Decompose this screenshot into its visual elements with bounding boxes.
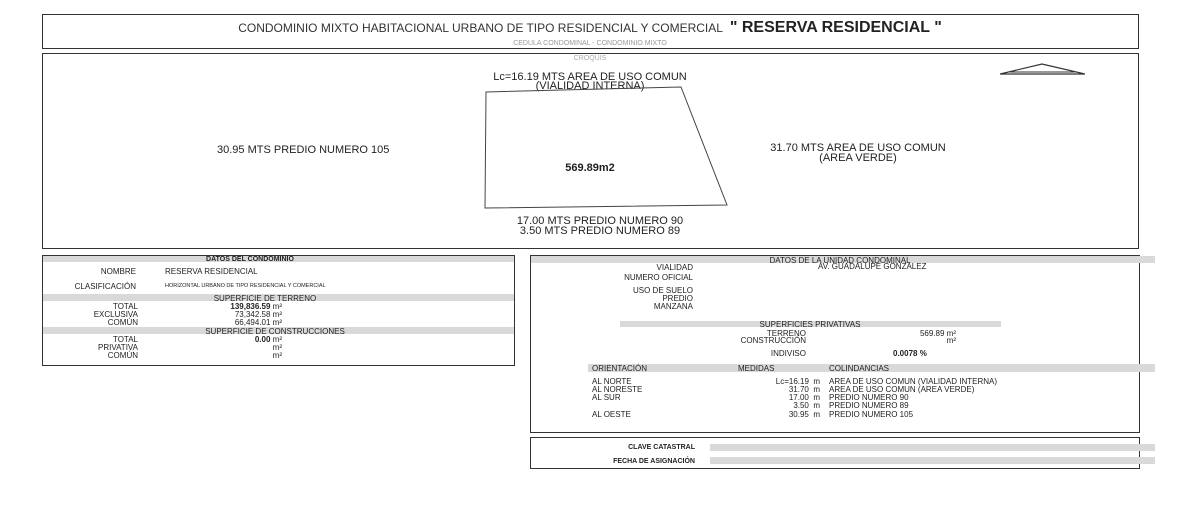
clave-field[interactable]: [710, 444, 1155, 451]
row-4-colindancia: PREDIO NUMERO 105: [829, 410, 914, 419]
terreno-value-number: 569.89: [919, 329, 945, 338]
clave-label: CLAVE CATASTRAL: [628, 444, 695, 451]
croquis-south-2: 3.50 MTS PREDIO NUMERO 89: [519, 225, 681, 237]
header-title: [140, 20, 1040, 36]
terreno-label: TERRENO: [766, 329, 806, 338]
croquis-west: 30.95 MTS PREDIO NUMERO 105: [217, 144, 390, 156]
c-comun-label: COMÚN: [107, 351, 138, 360]
unidad-heading: DATOS DE LA UNIDAD CONDOMINAL: [769, 256, 911, 265]
uso-label: USO DE SUELO: [632, 286, 693, 295]
c-privativa-unit: m²: [272, 343, 282, 352]
condominio-heading: DATOS DEL CONDOMINIO: [206, 256, 294, 263]
predio-label: PREDIO: [662, 294, 693, 303]
col-colindancias: COLINDANCIAS: [829, 364, 890, 373]
nombre-value: RESERVA RESIDENCIAL: [165, 267, 258, 276]
exclusiva-label: EXCLUSIVA: [93, 310, 138, 319]
terreno-heading: SUPERFICIE DE TERRENO: [213, 294, 317, 303]
comun-value-number: 66,494.01: [234, 318, 271, 327]
croquis-north-2: (VIALIDAD INTERNA): [535, 80, 645, 92]
construccion-unit: m²: [946, 336, 956, 345]
comun-unit: m²: [272, 318, 282, 327]
row-3-colindancia: PREDIO NUMERO 89: [829, 401, 909, 410]
comun-value: [150, 319, 282, 327]
vialidad-label: VIALIDAD: [656, 263, 693, 272]
croquis-east-2: (AREA VERDE): [819, 152, 897, 164]
c-privativa-label: PRIVATIVA: [97, 343, 138, 352]
row-1-colindancia: AREA DE USO COMUN (AREA VERDE): [829, 385, 975, 394]
croquis-north-1: Lc=16.19 MTS AREA DE USO COMUN: [493, 71, 687, 83]
row-0-colindancia: AREA DE USO COMUN (VIALIDAD INTERNA): [829, 377, 998, 386]
croquis-area: 569.89m2: [565, 162, 615, 174]
indiviso-label: INDIVISO: [770, 349, 806, 358]
row-1-medida: 31.70 m: [788, 385, 820, 394]
indiviso-unit: %: [919, 349, 927, 358]
c-total-label: TOTAL: [112, 335, 138, 344]
row-0-medida: Lc=16.19 m: [775, 377, 820, 386]
row-1-orientacion: AL NORESTE: [592, 385, 643, 394]
c-comun-unit: m²: [272, 351, 282, 360]
exclusiva-value-number: 73,342.58: [234, 310, 271, 319]
sup-heading: SUPERFICIES PRIVATIVAS: [759, 320, 861, 329]
row-0-orientacion: AL NORTE: [592, 377, 632, 386]
header-title-text: CONDOMINIO MIXTO HABITACIONAL URBANO DE TIPO RESIDENCIAL Y COMERCIAL: [238, 21, 723, 35]
row-2-medida: 17.00 m: [788, 393, 820, 402]
total-label: TOTAL: [112, 302, 138, 311]
vialidad-value: AV. GUADALUPE GONZALEZ: [818, 262, 927, 271]
col-medidas: MEDIDAS: [738, 364, 775, 373]
construcciones-heading: SUPERFICIE DE CONSTRUCCIONES: [205, 327, 345, 336]
header-name: " RESERVA RESIDENCIAL ": [729, 19, 942, 36]
row-2-orientacion: AL SUR: [592, 393, 621, 402]
clasificacion-label: CLASIFICACIÓN: [74, 282, 136, 291]
croquis-south-1: 17.00 MTS PREDIO NUMERO 90: [516, 215, 684, 227]
exclusiva-unit: m²: [272, 310, 282, 319]
c-total-unit: m²: [272, 335, 282, 344]
fecha-field[interactable]: [710, 457, 1155, 464]
nombre-label: NOMBRE: [100, 267, 136, 276]
construccion-label: CONSTRUCCIÓN: [740, 336, 806, 345]
manzana-label: MANZANA: [653, 302, 693, 311]
croquis-east-1: 31.70 MTS AREA DE USO COMUN: [770, 142, 946, 154]
croquis-label: CROQUIS: [573, 55, 607, 62]
indiviso-value: [893, 350, 927, 358]
fecha-label: FECHA DE ASIGNACIÓN: [613, 458, 695, 465]
total-value-number: 139,836.59: [230, 302, 271, 311]
row-4-orientacion: AL OESTE: [592, 410, 631, 419]
indiviso-value-number: 0.0078: [893, 349, 918, 358]
total-unit: m²: [272, 302, 282, 311]
row-4-medida: 30.95 m: [788, 410, 820, 419]
row-2-colindancia: PREDIO NUMERO 90: [829, 393, 909, 402]
row-3-medida: 3.50 m: [793, 401, 820, 410]
north-arrow-icon: [1000, 62, 1085, 76]
comun-label: COMÚN: [107, 318, 138, 327]
terreno-unit: m²: [946, 329, 956, 338]
col-orientacion: ORIENTACIÓN: [592, 364, 647, 373]
clasificacion-value: HORIZONTAL URBANO DE TIPO RESIDENCIAL Y COMERCIAL: [165, 283, 326, 289]
lot-polygon: [470, 85, 740, 215]
header-subtitle: CEDULA CONDOMINAL - CONDOMINIO MIXTO: [513, 40, 667, 47]
c-total-value-number: 0.00: [254, 335, 271, 344]
c-total-value: [150, 336, 282, 344]
numero-label: NUMERO OFICIAL: [624, 273, 693, 282]
